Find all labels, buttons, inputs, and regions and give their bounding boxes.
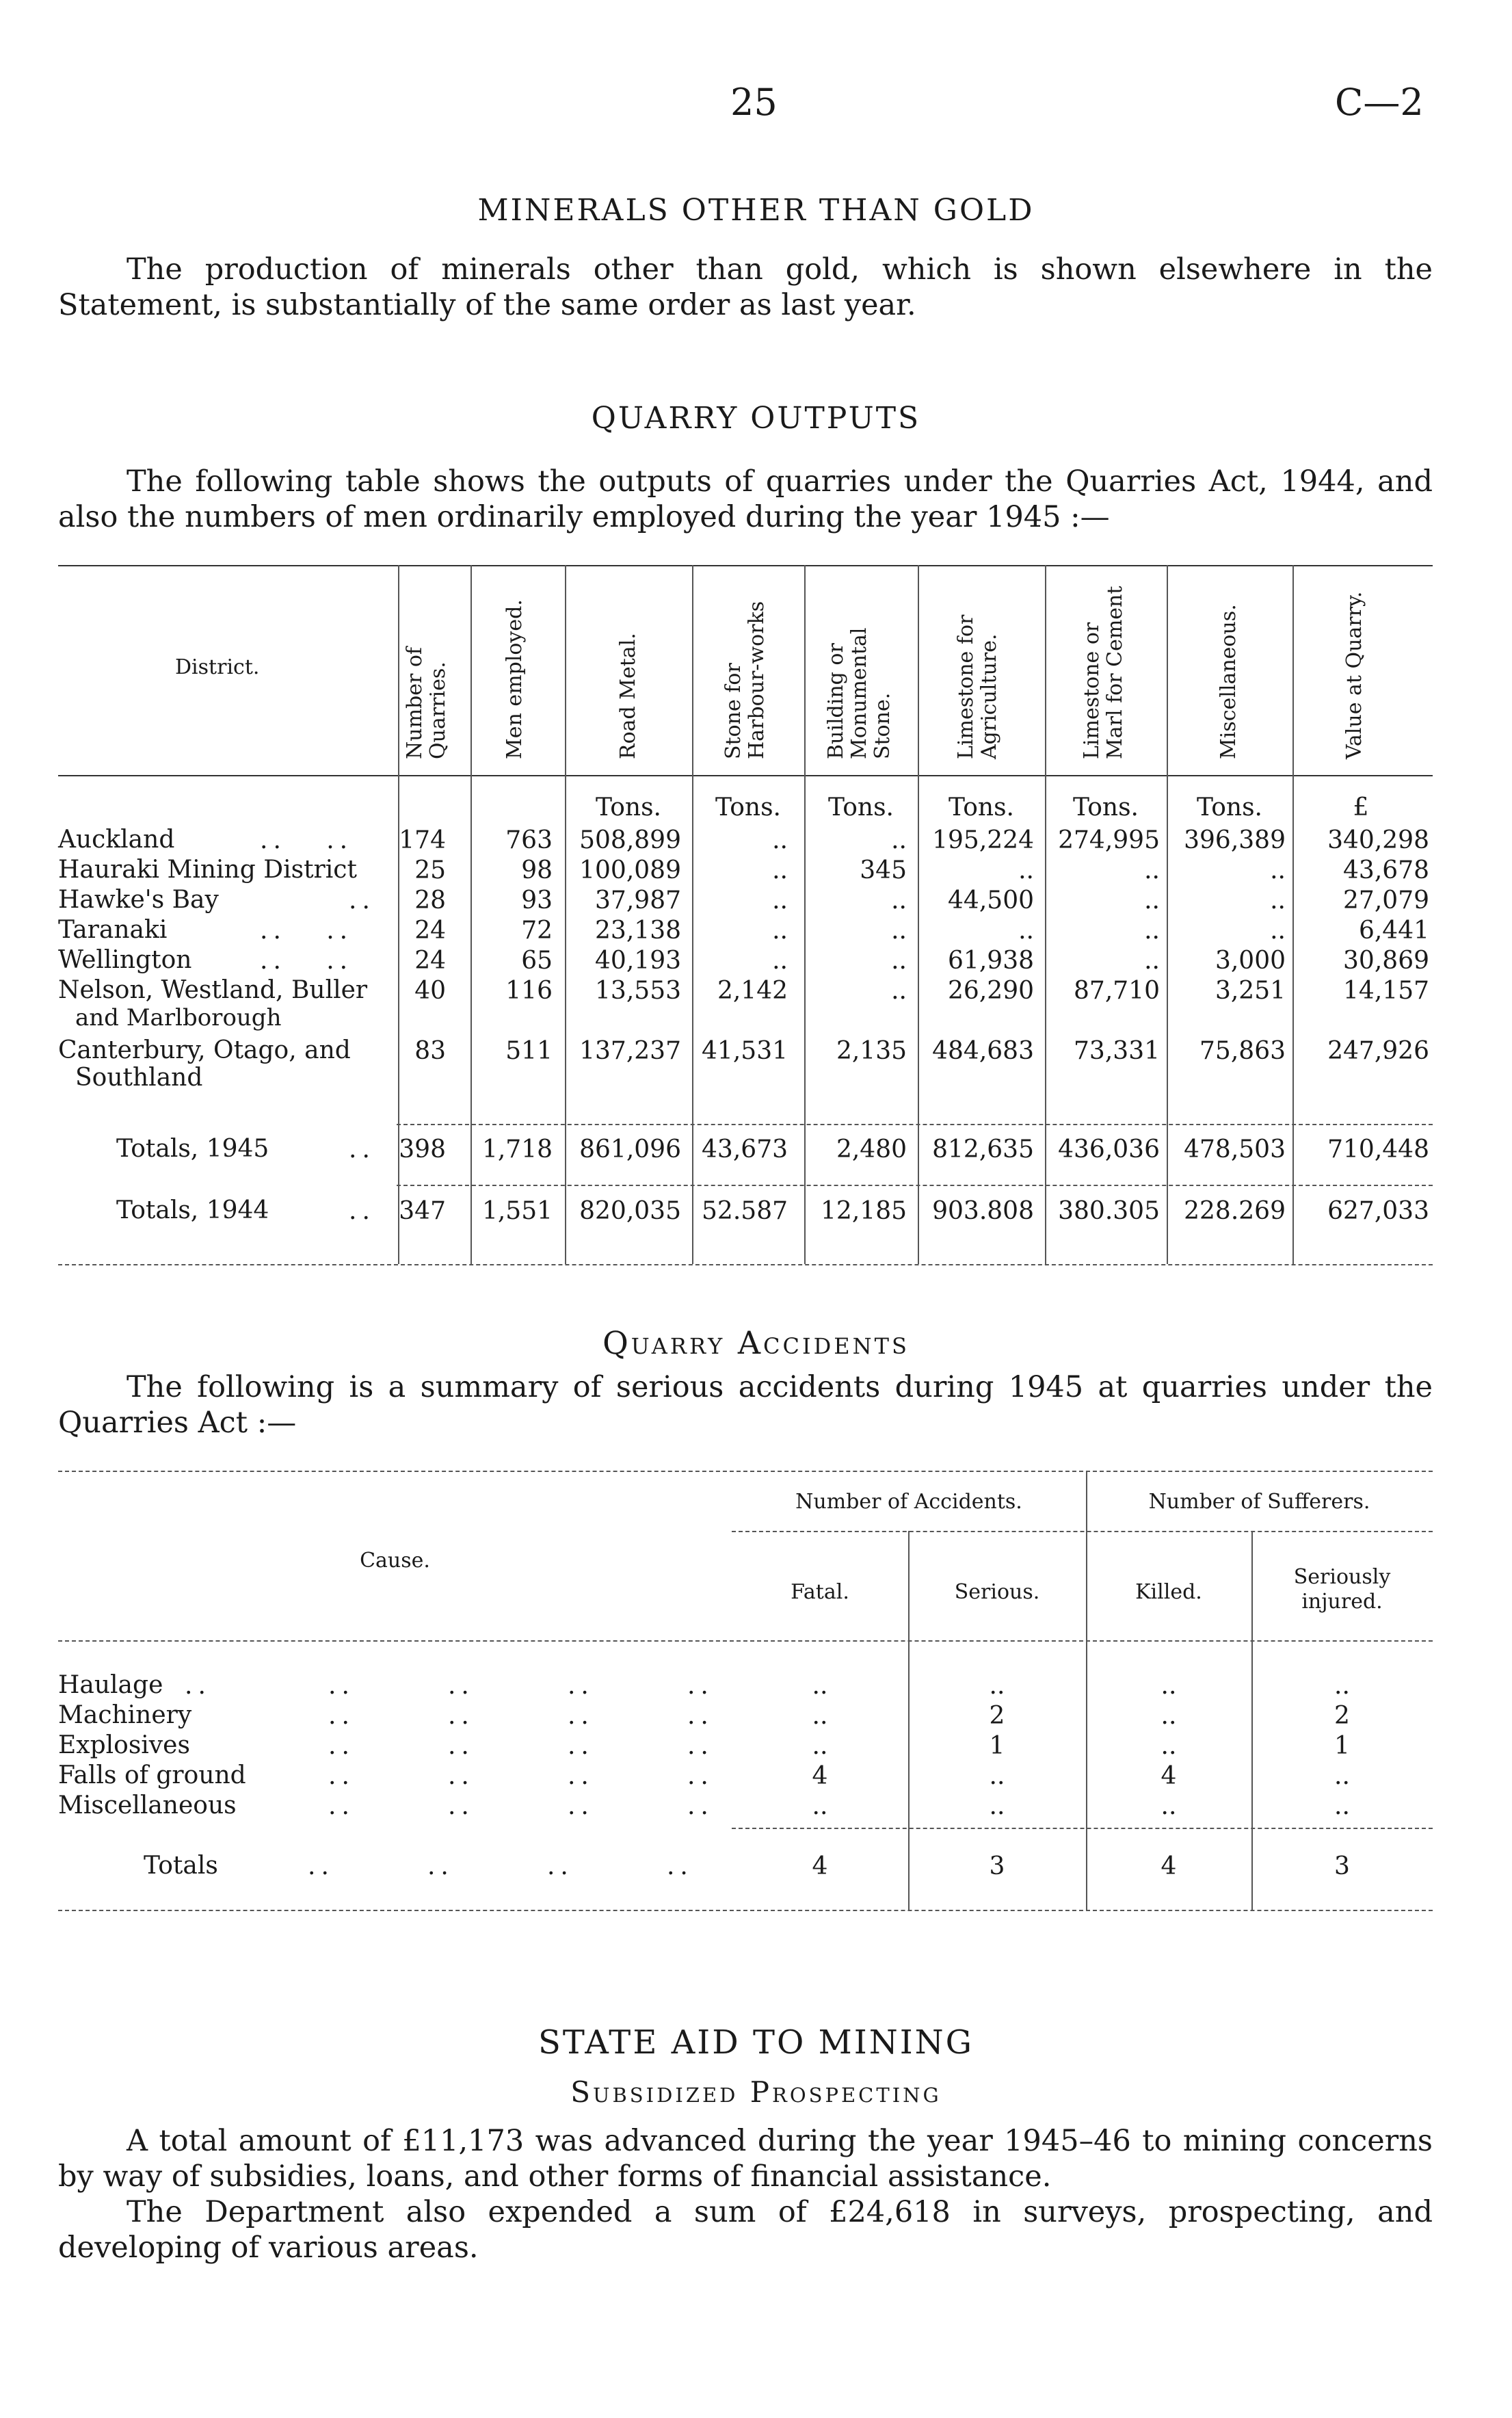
cell-value: 27,079: [1343, 886, 1429, 915]
cell-lime-cement: 73,331: [1074, 1037, 1160, 1065]
cell-lime-agri: ..: [1018, 917, 1034, 945]
cell-building: ..: [891, 977, 907, 1005]
cell-fatal: ..: [812, 1732, 828, 1760]
cell-men: 1,718: [481, 1135, 553, 1164]
header-serious: Serious.: [954, 1580, 1040, 1604]
cell-harbour: ..: [772, 856, 788, 884]
leader-dots: .. ..: [260, 947, 354, 975]
cell-lime-cement: ..: [1144, 917, 1160, 945]
cell-lime-cement: 87,710: [1074, 977, 1160, 1005]
leader-dots: ..: [349, 1135, 375, 1164]
cell-men: 763: [505, 826, 553, 854]
cell-misc: 396,389: [1184, 826, 1286, 854]
cell-misc: 228.269: [1184, 1197, 1286, 1225]
leader-dots: .. .. .. ..: [328, 1702, 714, 1730]
quarry-outputs-heading: QUARRY OUTPUTS: [591, 401, 921, 436]
cell-lime-agri: 903.808: [932, 1197, 1034, 1225]
cell-serious: ..: [989, 1792, 1005, 1820]
unit-road: Tons.: [596, 793, 661, 822]
header-number-of-sufferers: Number of Sufferers.: [1148, 1490, 1370, 1514]
cell-fatal: ..: [812, 1702, 828, 1730]
minerals-heading: MINERALS OTHER THAN GOLD: [477, 193, 1035, 228]
cell-road: 820,035: [579, 1197, 681, 1225]
cell-lime-cement: ..: [1144, 947, 1160, 975]
cell-road: 23,138: [595, 917, 681, 945]
cell-lime-cement: ..: [1144, 886, 1160, 915]
cell-building: 12,185: [821, 1197, 907, 1225]
leader-dots: .. .. .. ..: [328, 1732, 714, 1760]
cell-road: 508,899: [579, 826, 681, 854]
cell-value: 6,441: [1358, 917, 1429, 945]
cell-men: 116: [505, 977, 553, 1005]
header-killed: Killed.: [1135, 1580, 1202, 1604]
cell-injured: 1: [1334, 1732, 1350, 1760]
header-road-metal: Road Metal.: [616, 633, 640, 759]
cell-misc: 3,251: [1215, 977, 1286, 1005]
cause-name: Miscellaneous: [58, 1791, 237, 1819]
cell-misc: ..: [1270, 886, 1286, 915]
cell-misc: 478,503: [1184, 1135, 1286, 1164]
cell-harbour: 2,142: [717, 977, 788, 1005]
cell-value: 340,298: [1327, 826, 1429, 854]
cell-harbour: 43,673: [702, 1135, 788, 1164]
cell-men: 511: [505, 1037, 553, 1065]
cell-men: 65: [521, 947, 553, 975]
cell-injured: 2: [1334, 1702, 1350, 1730]
cell-value: 627,033: [1327, 1197, 1429, 1225]
header-value-at-quarry: Value at Quarry.: [1342, 591, 1366, 759]
cell-injured: 3: [1334, 1852, 1350, 1880]
quarry-outputs-paragraph: The following table shows the outputs of quarries under the Quarries Act, 1944, and also the numbers of men ordinarily employed during the year 1945 :—: [58, 464, 1433, 534]
cell-harbour: 41,531: [702, 1037, 788, 1065]
state-aid-paragraph-1: A total amount of £11,173 was advanced during the year 1945–46 to mining concerns by way of subsidies, loans, and other forms of financial assistance.: [58, 2124, 1433, 2194]
cell-serious: 2: [989, 1702, 1005, 1730]
cell-number: 24: [414, 947, 446, 975]
cell-serious: ..: [989, 1762, 1005, 1790]
header-limestone-agriculture: Limestone for Agriculture.: [954, 614, 1001, 759]
cell-road: 137,237: [579, 1037, 681, 1065]
cell-number: 24: [414, 917, 446, 945]
cell-building: 2,480: [836, 1135, 907, 1164]
totals-top-rule: [732, 1828, 1433, 1829]
cause-name: Explosives: [58, 1731, 190, 1759]
cell-harbour: ..: [772, 947, 788, 975]
leader-dots: .. .. .. ..: [328, 1792, 714, 1820]
table-bottom-rule: [58, 1910, 1433, 1911]
cell-serious: ..: [989, 1672, 1005, 1700]
cell-misc: ..: [1270, 856, 1286, 884]
cell-lime-cement: 380.305: [1058, 1197, 1160, 1225]
cell-building: ..: [891, 917, 907, 945]
cell-number: 347: [399, 1197, 446, 1225]
table-bottom-rule: [58, 1264, 1433, 1265]
cell-value: 247,926: [1327, 1037, 1429, 1065]
cell-lime-agri: 61,938: [948, 947, 1034, 975]
table-top-rule: [58, 1471, 1433, 1472]
leader-dots: ..: [349, 1197, 375, 1225]
cell-road: 40,193: [595, 947, 681, 975]
cell-lime-cement: ..: [1144, 856, 1160, 884]
cause-name: Machinery: [58, 1701, 192, 1729]
header-building-stone: Building or Monumental Stone.: [824, 627, 894, 759]
unit-misc: Tons.: [1197, 793, 1262, 822]
cell-harbour: ..: [772, 886, 788, 915]
header-cause: Cause.: [360, 1549, 430, 1573]
cell-lime-agri: 484,683: [932, 1037, 1034, 1065]
cell-value: 710,448: [1327, 1135, 1429, 1164]
cell-men: 93: [521, 886, 553, 915]
cell-number: 83: [414, 1037, 446, 1065]
district-name: Wellington: [58, 946, 192, 974]
leader-dots: .. ..: [260, 917, 354, 945]
district-name-continued: Southland: [75, 1064, 203, 1092]
leader-dots: ..: [185, 1672, 211, 1700]
header-limestone-cement: Limestone or Marl for Cement: [1080, 586, 1127, 759]
cell-killed: 4: [1160, 1852, 1177, 1880]
totals-label: Totals, 1944: [116, 1196, 269, 1224]
district-name-continued: and Marlborough: [75, 1004, 282, 1031]
state-aid-paragraph-2: The Department also expended a sum of £24,618 in surveys, prospecting, and developing of various areas.: [58, 2195, 1433, 2265]
cell-killed: ..: [1160, 1672, 1177, 1700]
cell-road: 13,553: [595, 977, 681, 1005]
cell-fatal: ..: [812, 1792, 828, 1820]
cell-value: 43,678: [1343, 856, 1429, 884]
cell-road: 100,089: [579, 856, 681, 884]
unit-lime-agri: Tons.: [949, 793, 1014, 822]
cause-name: Haulage: [58, 1671, 163, 1699]
cell-building: ..: [891, 826, 907, 854]
page-number: 25: [730, 81, 778, 124]
cell-lime-agri: 26,290: [948, 977, 1034, 1005]
cell-harbour: ..: [772, 917, 788, 945]
table-header-rule: [58, 1640, 1433, 1642]
district-name: Nelson, Westland, Buller: [58, 976, 368, 1004]
cell-building: ..: [891, 947, 907, 975]
cell-serious: 1: [989, 1732, 1005, 1760]
header-stone-harbour: Stone for Harbour-works: [721, 601, 769, 759]
district-name: Canterbury, Otago, and: [58, 1036, 351, 1064]
minerals-paragraph: The production of minerals other than gold, which is shown elsewhere in the Statement, is substantially of the same order as last year.: [58, 252, 1433, 322]
cell-number: 40: [414, 977, 446, 1005]
cell-lime-agri: 195,224: [932, 826, 1034, 854]
cell-men: 98: [521, 856, 553, 884]
cell-building: 345: [860, 856, 907, 884]
cell-lime-agri: 812,635: [932, 1135, 1034, 1164]
cell-lime-cement: 274,995: [1058, 826, 1160, 854]
cell-number: 398: [399, 1135, 446, 1164]
cause-name: Falls of ground: [58, 1761, 246, 1789]
state-aid-heading: STATE AID TO MINING: [538, 2023, 974, 2062]
cell-lime-agri: ..: [1018, 856, 1034, 884]
cell-number: 25: [414, 856, 446, 884]
cell-lime-cement: 436,036: [1058, 1135, 1160, 1164]
totals-1945-top-rule: [397, 1124, 1433, 1125]
cell-fatal: ..: [812, 1672, 828, 1700]
cell-injured: ..: [1334, 1672, 1350, 1700]
cell-building: 2,135: [836, 1037, 907, 1065]
header-miscellaneous: Miscellaneous.: [1217, 604, 1241, 759]
header-district: District.: [175, 655, 260, 679]
cell-number: 174: [399, 826, 446, 854]
cell-killed: ..: [1160, 1732, 1177, 1760]
cell-injured: ..: [1334, 1762, 1350, 1790]
cell-misc: 75,863: [1199, 1037, 1286, 1065]
quarry-accidents-paragraph: The following is a summary of serious accidents during 1945 at quarries under the Quarries Act :—: [58, 1370, 1433, 1440]
header-number-of-accidents: Number of Accidents.: [795, 1490, 1022, 1514]
cell-harbour: 52.587: [702, 1197, 788, 1225]
header-seriously-injured: Seriously: [1293, 1565, 1391, 1589]
subsidized-prospecting-heading: Subsidized Prospecting: [570, 2075, 942, 2109]
cell-serious: 3: [989, 1852, 1005, 1880]
cell-value: 14,157: [1343, 977, 1429, 1005]
cell-killed: 4: [1160, 1762, 1177, 1790]
totals-label: Totals: [144, 1852, 218, 1880]
cell-injured: ..: [1334, 1792, 1350, 1820]
leader-dots: .. ..: [260, 826, 354, 854]
totals-1944-top-rule: [397, 1185, 1433, 1186]
header-men-employed: Men employed.: [503, 599, 527, 759]
cell-lime-agri: 44,500: [948, 886, 1034, 915]
unit-harbour: Tons.: [715, 793, 781, 822]
totals-label: Totals, 1945: [116, 1135, 269, 1163]
cell-fatal: 4: [812, 1852, 828, 1880]
cell-building: ..: [891, 886, 907, 915]
header-number-of-quarries: Number of Quarries.: [403, 646, 450, 759]
header-seriously-injured-2: injured.: [1301, 1590, 1383, 1614]
cell-misc: ..: [1270, 917, 1286, 945]
cell-killed: ..: [1160, 1792, 1177, 1820]
cell-men: 72: [521, 917, 553, 945]
cell-road: 861,096: [579, 1135, 681, 1164]
leader-dots: ..: [349, 886, 375, 915]
header-fatal: Fatal.: [791, 1580, 849, 1604]
district-name: Hauraki Mining District: [58, 856, 357, 884]
table-top-rule: [58, 565, 1433, 566]
leader-dots: .. .. .. ..: [308, 1852, 693, 1880]
cell-fatal: 4: [812, 1762, 828, 1790]
cell-harbour: ..: [772, 826, 788, 854]
cell-misc: 3,000: [1215, 947, 1286, 975]
quarry-accidents-heading: Quarry Accidents: [602, 1324, 910, 1361]
cell-killed: ..: [1160, 1702, 1177, 1730]
leader-dots: .. .. .. ..: [328, 1762, 714, 1790]
cell-road: 37,987: [595, 886, 681, 915]
cell-men: 1,551: [481, 1197, 553, 1225]
leader-dots: .. .. .. ..: [328, 1672, 714, 1700]
district-name: Hawke's Bay: [58, 886, 219, 914]
cell-number: 28: [414, 886, 446, 915]
unit-building: Tons.: [828, 793, 894, 822]
group-header-rule: [732, 1531, 1433, 1532]
unit-value: £: [1353, 793, 1369, 822]
district-name: Taranaki: [58, 916, 168, 944]
document-reference: C—2: [1335, 81, 1424, 124]
district-name: Auckland: [58, 826, 175, 854]
cell-value: 30,869: [1343, 947, 1429, 975]
table-header-rule: [58, 775, 1433, 776]
unit-lime-cement: Tons.: [1073, 793, 1139, 822]
